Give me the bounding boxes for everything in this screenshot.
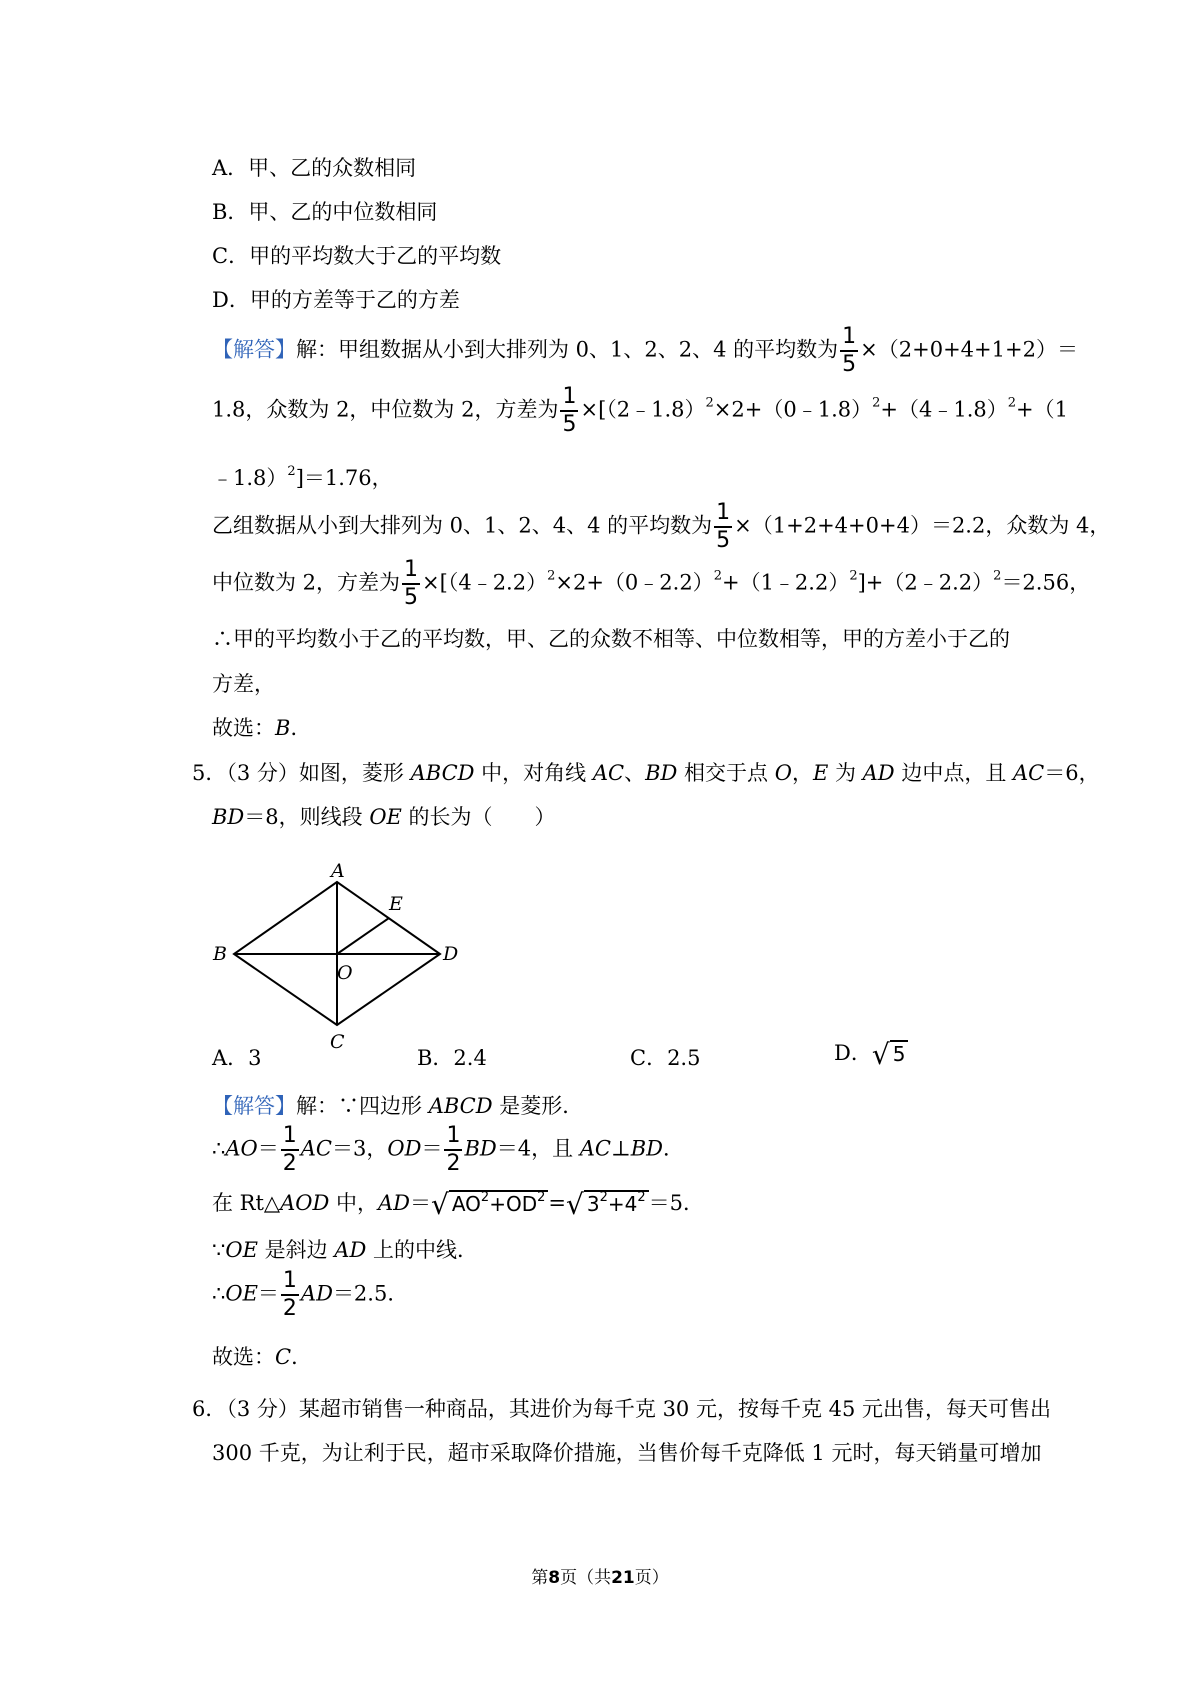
text: OE xyxy=(225,1281,258,1306)
text: ∴ xyxy=(212,1281,226,1306)
solution5-line5 xyxy=(212,1270,408,1320)
answer-tag: 【解答】 xyxy=(212,1094,296,1118)
answer-letter: C xyxy=(275,1345,292,1369)
q5-option-c: C．2.5 xyxy=(630,1046,701,1070)
text: 5．（3 分）如图，菱形 xyxy=(192,761,411,785)
text: 中位数为 2，方差为 xyxy=(212,570,401,595)
question5-line1 xyxy=(192,763,1100,784)
text: ×（2+0+4+1+2）＝ xyxy=(860,337,1078,362)
text: ． xyxy=(290,716,312,740)
label-c: C xyxy=(330,1031,345,1053)
solution4-line8 xyxy=(212,718,311,739)
text: 乙组数据从小到大排列为 0、1、2、4、4 的平均数为 xyxy=(212,513,713,538)
text: AC xyxy=(579,1136,611,1161)
superscript: 2 xyxy=(993,568,1002,584)
superscript: 2 xyxy=(705,395,714,411)
text: AD xyxy=(862,761,895,785)
superscript: 2 xyxy=(713,568,722,584)
text: OE xyxy=(225,1238,258,1262)
fraction: $\frac{1}{2}$ xyxy=(446,1123,461,1176)
text: AC xyxy=(300,1136,332,1161)
label-o: O xyxy=(337,962,353,984)
question6-line2: 300 千克，为让利于民，超市采取降价措施，当售价每千克降低 1 元时，每天销量可增加 xyxy=(212,1441,1042,1465)
fraction: $\frac{1}{2}$ xyxy=(282,1123,297,1176)
text: ． xyxy=(663,1136,685,1161)
text: ×[（4﹣2.2） xyxy=(422,570,548,595)
fraction: $\frac{1}{5}$ xyxy=(404,557,419,610)
text: AC xyxy=(592,761,625,785)
solution5-line1 xyxy=(212,1096,583,1117)
text: 故选： xyxy=(212,716,275,740)
text: 解：甲组数据从小到大排列为 0、1、2、2、4 的平均数为 xyxy=(296,337,839,362)
q5-option-d xyxy=(834,1040,908,1069)
question5-line2 xyxy=(212,807,556,828)
text: ． xyxy=(291,1345,313,1369)
fraction: $\frac{1}{2}$ xyxy=(282,1268,297,1321)
text: ]＝1.76， xyxy=(295,466,393,490)
solution4-line2 xyxy=(212,386,1068,436)
text: ＝3， xyxy=(332,1136,388,1161)
text: ＝ xyxy=(257,1281,279,1306)
text: BD xyxy=(630,1136,664,1161)
text: 边中点，且 xyxy=(894,761,1014,785)
text: 、 xyxy=(624,761,646,785)
superscript: 2 xyxy=(287,464,296,479)
text: E xyxy=(812,761,829,785)
text: OE xyxy=(369,805,402,829)
option-c: C．甲的平均数大于乙的平均数 xyxy=(212,244,502,268)
text: 是菱形． xyxy=(492,1094,584,1118)
text: 故选： xyxy=(212,1345,275,1369)
text: 页） xyxy=(634,1568,669,1588)
fraction: $\frac{1}{5}$ xyxy=(562,384,577,437)
solution4-line3 xyxy=(212,464,393,490)
text: AOD xyxy=(280,1191,330,1215)
text: ＝ xyxy=(257,1136,279,1161)
text: 解：∵四边形 xyxy=(296,1094,429,1118)
q5-option-b: B．2.4 xyxy=(417,1046,487,1070)
text: ⊥ xyxy=(611,1136,631,1161)
question6-line1: 6．（3 分）某超市销售一种商品，其进价为每千克 30 元，按每千克 45 元出售，每天可售出 xyxy=(192,1397,1052,1421)
text: ×（1+2+4+0+4）＝2.2，众数为 4， xyxy=(734,513,1111,538)
label-b: B xyxy=(213,943,227,965)
text: ＝ xyxy=(421,1136,443,1161)
superscript: 2 xyxy=(872,395,881,411)
fraction: $\frac{1}{5}$ xyxy=(842,324,857,377)
label-e: E xyxy=(389,893,403,915)
text: 为 xyxy=(828,761,863,785)
solution5-line2 xyxy=(212,1125,684,1175)
page-footer xyxy=(0,1563,1200,1588)
solution4-line7: 方差， xyxy=(212,672,275,696)
text: 的长为（ ） xyxy=(401,805,556,829)
text: BD xyxy=(464,1136,497,1161)
sqrt: √ $3^2+4^2$ xyxy=(566,1190,649,1219)
text: ×2+（0﹣1.8） xyxy=(713,397,873,422)
rhombus-figure xyxy=(205,860,465,1053)
text: = xyxy=(548,1191,566,1215)
text: 在 Rt△ xyxy=(212,1191,281,1215)
option-a: A．甲、乙的众数相同 xyxy=(212,156,417,180)
text: O xyxy=(774,761,792,785)
text: ×2+（0﹣2.2） xyxy=(555,570,714,595)
text: ＝5． xyxy=(648,1191,704,1215)
text: ＝8，则线段 xyxy=(244,805,370,829)
text: ＝2.5． xyxy=(332,1281,409,1306)
text: OD xyxy=(387,1136,422,1161)
text: ﹣1.8） xyxy=(212,466,288,490)
text: 上的中线． xyxy=(366,1238,478,1262)
text: AO xyxy=(225,1136,258,1161)
solution4-line4 xyxy=(212,502,1110,552)
text: ＝6， xyxy=(1044,761,1100,785)
text: +（4﹣1.8） xyxy=(880,397,1008,422)
answer-letter: B xyxy=(275,716,291,740)
sqrt: √ $AO^2+OD^2$ xyxy=(431,1190,548,1219)
text: +（1 xyxy=(1016,397,1068,422)
label-a: A xyxy=(331,860,345,882)
q5-option-a: A．3 xyxy=(212,1046,262,1070)
text: +（1﹣2.2） xyxy=(721,570,850,595)
solution5-line4 xyxy=(212,1240,478,1261)
text: ＝4，且 xyxy=(496,1136,580,1161)
superscript: 2 xyxy=(849,568,858,584)
text: ]+（2﹣2.2） xyxy=(857,570,994,595)
text: ∴ xyxy=(212,1136,226,1161)
total-pages: 21 xyxy=(611,1568,635,1588)
solution5-line6 xyxy=(212,1347,312,1368)
answer-tag: 【解答】 xyxy=(212,337,296,362)
option-b: B．甲、乙的中位数相同 xyxy=(212,200,438,224)
superscript: 2 xyxy=(1007,395,1017,411)
text: 中，对角线 xyxy=(474,761,593,785)
text: 相交于点 xyxy=(677,761,775,785)
solution5-line3 xyxy=(212,1190,704,1219)
solution4-line1 xyxy=(212,326,1078,376)
text: ABCD xyxy=(428,1094,493,1118)
page-number: 8 xyxy=(548,1568,561,1588)
text: ， xyxy=(791,761,813,785)
sqrt: √ 5 xyxy=(872,1040,909,1069)
fraction: $\frac{1}{5}$ xyxy=(716,500,731,553)
solution4-line6: ∴甲的平均数小于乙的平均数，甲、乙的众数不相等、中位数相等，甲的方差小于乙的 xyxy=(212,627,1010,651)
text: BD xyxy=(212,805,245,829)
text: AD xyxy=(300,1281,333,1306)
superscript: 2 xyxy=(547,568,556,584)
text: 第 xyxy=(531,1568,549,1588)
text: 中， xyxy=(329,1191,378,1215)
text: D． xyxy=(834,1041,872,1065)
text: 页（共 xyxy=(560,1568,612,1588)
text: 是斜边 xyxy=(257,1238,335,1262)
text: ABCD xyxy=(410,761,475,785)
option-d: D．甲的方差等于乙的方差 xyxy=(212,288,460,312)
text: ＝2.56， xyxy=(1001,570,1091,595)
text: BD xyxy=(645,761,678,785)
text: AD xyxy=(377,1191,410,1215)
text: 1.8，众数为 2，中位数为 2，方差为 xyxy=(212,397,559,422)
solution4-line5 xyxy=(212,559,1090,609)
text: AC xyxy=(1013,761,1045,785)
segment-oe xyxy=(337,918,389,954)
text: ＝ xyxy=(410,1191,431,1215)
text: ∵ xyxy=(212,1238,226,1262)
label-d: D xyxy=(443,943,459,965)
text: AD xyxy=(334,1238,367,1262)
text: ×[（2﹣1.8） xyxy=(580,397,706,422)
